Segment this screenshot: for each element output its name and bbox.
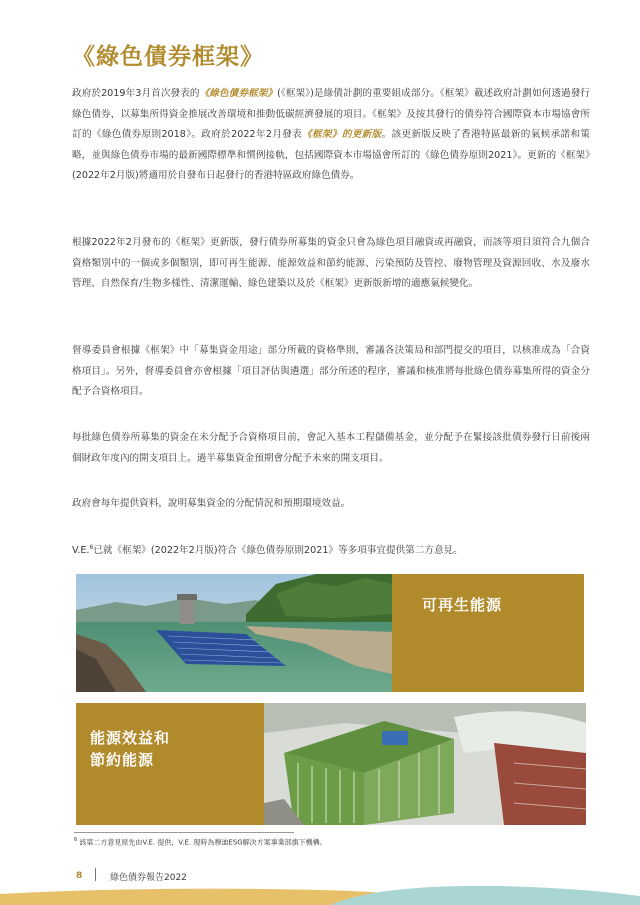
paragraph-capital-works-fund: 每批綠色債券所募集的資金在未分配予合資格項目前，會記入基本工程儲備基金，並分配予在緊接該批債券發行日前後兩個財政年度內的開支項目上。過半募集資金預期會分配予未來的開支項目。	[72, 432, 590, 464]
p6-post: 已就《框架》(2022年2月版)符合《綠色債券原則2021》等多項事宜提供第二方意見。	[93, 545, 463, 557]
footnote-text: 該第二方意見原先由V.E. 提供，V.E. 現時為穆迪ESG解決方案事業部旗下機構。	[79, 838, 327, 847]
p1-highlight-updated: 《框架》的更新版	[302, 129, 382, 141]
p1-text-2: (《框架》)是綠債計劃的重要組成部分。《框架》載述政府計劃如何透過發行綠色債券，以募集所得資金推展改善環境和推動低碳經濟發展的項目。《框架》及按其發行的債券符合國際資本市場協會所訂的《綠色債券原則2018》。政府於2022年2月發表	[72, 88, 590, 141]
p1-highlight-framework: 《綠色債券框架》	[199, 88, 278, 99]
page-number: 8	[76, 871, 83, 881]
renewable-energy-label: 可再生能源	[422, 596, 503, 614]
decorative-footer-wave	[0, 880, 640, 905]
energy-efficiency-label-line1: 能源效益和	[90, 729, 171, 747]
p1-text-1: 政府於2019年3月首次發表的	[72, 88, 200, 99]
report-title: 綠色債券報告2022	[110, 873, 187, 883]
energy-efficiency-panel	[76, 703, 264, 825]
green-building-photo	[264, 703, 586, 825]
footnote	[74, 837, 327, 847]
p6-footnote-ref: 6	[89, 544, 94, 551]
footnote-number: 6	[74, 837, 78, 843]
reservoir-solar-photo	[76, 574, 392, 692]
p1-text-3: 。該更新版反映了香港特區最新的氣候承諾和策略，並與綠色債券市場的最新國際標準和慣例接軌，包括國際資本市場協會所訂的《綠色債券原則2021》。更新的《框架》(2022年2月版)將適用於自發布日起發行的香港特區政府綠色債券。	[72, 129, 591, 182]
p6-pre: V.E.	[72, 545, 90, 557]
energy-efficiency-label-line2: 節約能源	[90, 751, 155, 769]
paragraph-framework-intro	[72, 84, 590, 187]
paragraph-second-party-opinion	[72, 538, 590, 562]
paragraph-steering-committee: 督導委員會根據《框架》中「募集資金用途」部分所載的資格準則，審議各決策局和部門提交的項目，以核准成為「合資格項目」。另外，督導委員會亦會根據「項目評估與遴選」部分所述的程序，審議和核准將每批綠色債券募集所得的資金分配予合資格項目。	[72, 345, 590, 398]
paragraph-annual-info: 政府會每年提供資料，說明募集資金的分配情況和預期環境效益。	[72, 498, 351, 509]
page-title: 《綠色債券框架》	[72, 44, 264, 70]
footnote-divider	[74, 832, 294, 833]
renewable-energy-panel	[392, 574, 584, 692]
paragraph-eligible-categories: 根據2022年2月發布的《框架》更新版，發行債券所募集的資金只會為綠色項目融資或再融資，而該等項目須符合九個合資格類別中的一個或多個類別，即可再生能源、能源效益和節約能源、污染預防及管控、廢物管理及資源回收、水及廢水管理、自然保育/生物多樣性、清潔運輸、綠色建築以及於《框架》更新版新增的適應氣候變化。	[72, 237, 590, 290]
